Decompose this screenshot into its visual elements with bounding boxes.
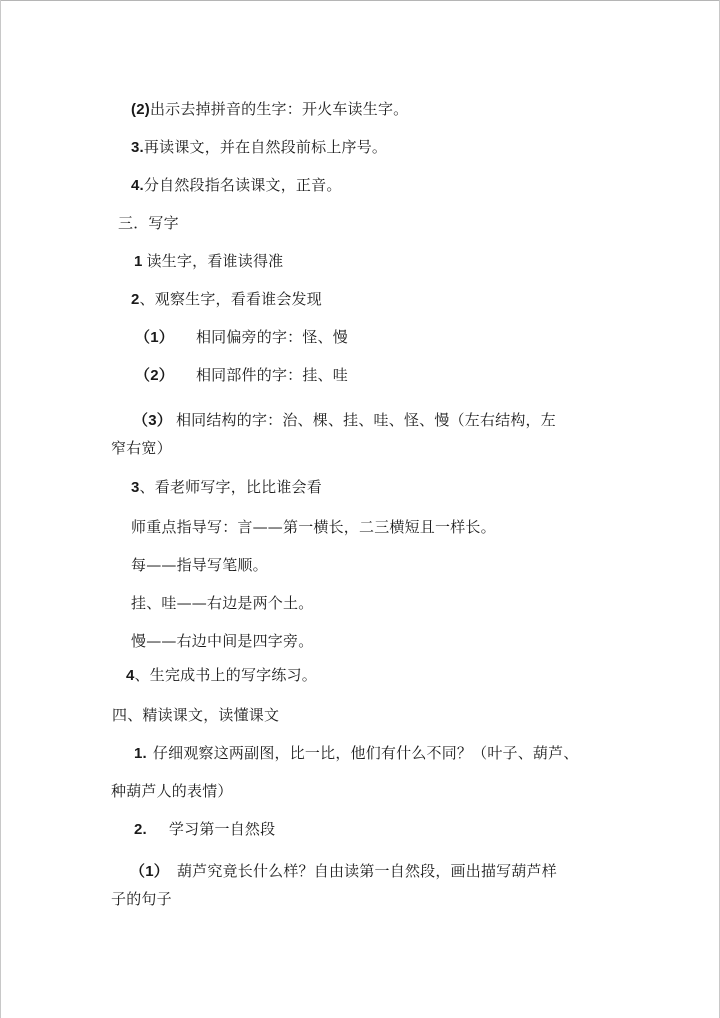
page-border-left [0,0,1,1018]
line-text: 、生完成书上的写字练习。 [134,666,317,684]
line-text: 慢——右边中间是四字旁。 [131,632,314,650]
line-text: 四、精读课文，读懂课文 [112,706,280,724]
item-number: 1 [134,253,143,270]
line-text: 挂、哇——右边是两个土。 [131,594,314,612]
text-line-11 [131,476,322,499]
section-heading-4 [112,704,279,726]
line-text: 仔细观察这两副图，比一比，他们有什么不同？（叶子、葫芦、 [152,744,579,762]
section-heading-3 [118,212,179,234]
line-text: 相同部件的字：挂、哇 [195,366,348,384]
line-text: 种葫芦人的表情） [111,782,233,800]
line-text: 、看老师写字，比比谁会看 [139,478,322,496]
line-text: 师重点指导写：言——第一横长，二三横短且一样长。 [131,518,496,536]
item-number: 2 [131,291,140,308]
line-text: 子的句子 [111,890,172,908]
text-line-14 [131,592,313,614]
text-line-18 [134,742,579,765]
text-line-1 [131,98,408,121]
text-line-8 [135,364,348,387]
item-number: 3 [131,479,140,496]
text-line-15 [131,630,313,652]
line-text: 学习第一自然段 [168,820,276,838]
line-text: 再读课文，并在自然段前标上序号。 [143,138,388,156]
item-number: (2) [131,101,150,118]
item-number: （1） [130,863,169,880]
line-text: 出示去掉拼音的生字：开火车读生字。 [149,100,409,118]
line-text: 、观察生字，看看谁会发现 [139,290,322,308]
line-text: 每——指导写笔顺。 [131,556,268,574]
text-line-5 [134,250,283,273]
item-number: 2. [134,821,147,838]
item-number: 4. [131,177,144,194]
item-number: 3. [131,139,144,156]
text-line-19 [111,780,233,802]
item-number: （2） [135,367,174,384]
line-text: 葫芦究竟长什么样？自由读第一自然段，画出描写葫芦样 [176,862,557,880]
item-number: （3） [133,412,172,429]
line-text: 读生字，看谁读得准 [146,252,284,270]
line-text: 相同偏旁的字：怪、慢 [195,328,348,346]
line-text: 窄右宽） [111,439,172,457]
text-line-13 [131,554,268,576]
text-line-16 [126,664,317,687]
text-line-9 [133,409,556,432]
line-text: 三．写字 [118,214,179,232]
text-line-12 [131,516,496,538]
text-line-22 [111,888,172,910]
text-line-2 [131,136,387,159]
line-text: 分自然段指名读课文，正音。 [143,176,342,194]
line-text: 相同结构的字：治、棵、挂、哇、怪、慢（左右结构，左 [175,411,556,429]
text-line-3 [131,174,342,197]
page-border-top [0,0,720,1]
item-number: （1） [135,329,174,346]
text-line-21 [130,860,557,883]
text-line-10 [111,437,172,459]
item-number: 1. [134,745,147,762]
item-number: 4 [126,667,135,684]
text-line-7 [135,326,348,349]
text-line-20 [134,818,275,841]
text-line-6 [131,288,322,311]
